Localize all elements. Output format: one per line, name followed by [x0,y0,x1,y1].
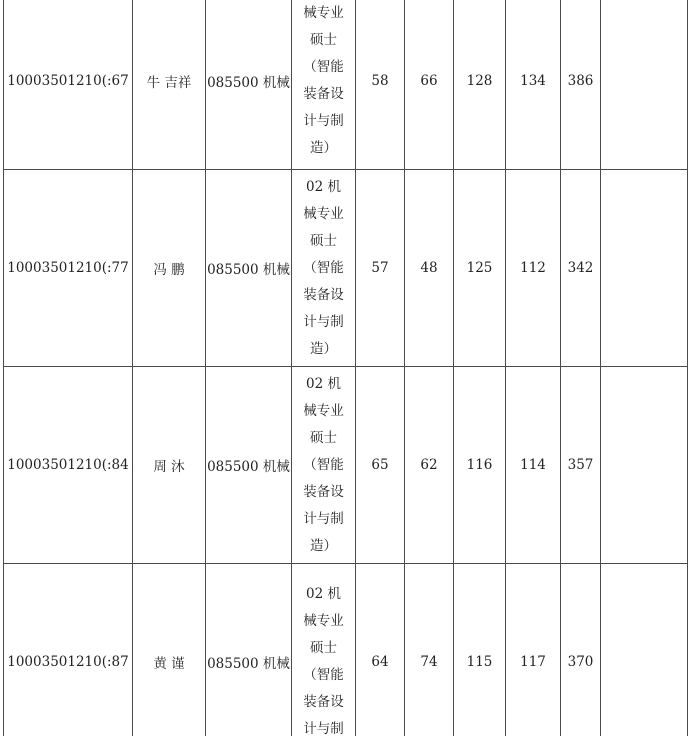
table-row [4,367,688,564]
subject2-score-cell: 114 [506,367,561,564]
name-cell: 周 沐 [133,367,206,564]
exam-id-cell: 10003501210(:84 [4,367,133,564]
major-cell: 085500 机械 [206,170,292,367]
remark-cell [601,564,688,736]
direction-cell: 械专业 硕士 （智能 装备设 计与制 造） [292,0,356,170]
name-cell: 黄 谨 [133,564,206,736]
english-score-cell: 66 [405,0,454,170]
subject1-score-cell: 128 [454,0,506,170]
subject1-score-cell: 116 [454,367,506,564]
score-table [3,0,688,736]
major-cell: 085500 机械 [206,367,292,564]
subject2-score-cell: 134 [506,0,561,170]
remark-cell [601,0,688,170]
total-score-cell: 386 [561,0,601,170]
english-score-cell: 62 [405,367,454,564]
english-score-cell: 74 [405,564,454,736]
politics-score-cell: 57 [356,170,405,367]
total-score-cell: 357 [561,367,601,564]
name-cell: 冯 鹏 [133,170,206,367]
total-score-cell: 342 [561,170,601,367]
english-score-cell: 48 [405,170,454,367]
subject2-score-cell: 112 [506,170,561,367]
exam-id-cell: 10003501210(:67 [4,0,133,170]
exam-id-cell: 10003501210(:87 [4,564,133,736]
politics-score-cell: 64 [356,564,405,736]
subject1-score-cell: 115 [454,564,506,736]
exam-id-cell: 10003501210(:77 [4,170,133,367]
major-cell: 085500 机械 [206,0,292,170]
table-row [4,170,688,367]
direction-cell: 02 机 械专业 硕士 （智能 装备设 计与制 造） [292,367,356,564]
table-row [4,0,688,170]
name-cell: 牛 吉祥 [133,0,206,170]
subject2-score-cell: 117 [506,564,561,736]
direction-cell: 02 机 械专业 硕士 （智能 装备设 计与制 [292,564,356,736]
politics-score-cell: 58 [356,0,405,170]
remark-cell [601,170,688,367]
direction-cell: 02 机 械专业 硕士 （智能 装备设 计与制 造） [292,170,356,367]
table-row [4,564,688,736]
major-cell: 085500 机械 [206,564,292,736]
politics-score-cell: 65 [356,367,405,564]
remark-cell [601,367,688,564]
subject1-score-cell: 125 [454,170,506,367]
total-score-cell: 370 [561,564,601,736]
